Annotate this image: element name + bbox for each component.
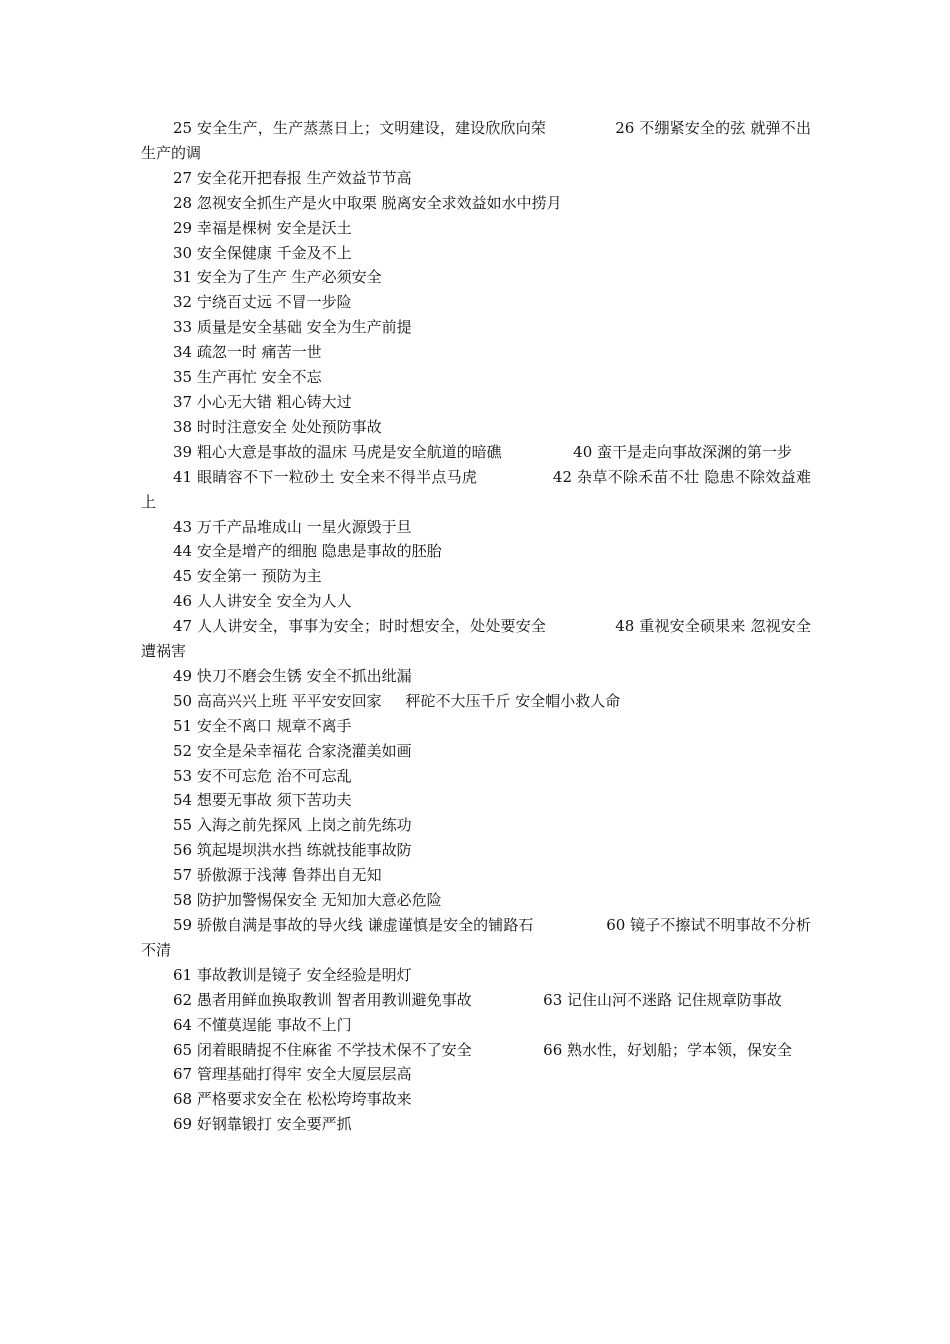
- paragraph: 45 安全第一 预防为主: [173, 567, 322, 586]
- paragraph: 57 骄傲源于浅薄 鲁莽出自无知: [173, 866, 382, 885]
- paragraph: 25 安全生产，生产蒸蒸日上；文明建设，建设欣欣向荣 26 不绷紧安全的弦 就弹不出生产的调: [141, 119, 811, 162]
- paragraph: 51 安全不离口 规章不离手: [173, 716, 352, 735]
- paragraph: 65 闭着眼睛捉不住麻雀 不学技术保不了安全 66 熟水性，好划船；学本领，保安全: [173, 1040, 793, 1059]
- paragraph: 41 眼睛容不下一粒砂土 安全来不得半点马虎 42 杂草不除禾苗不壮 隐患不除效益难上: [141, 467, 811, 511]
- paragraph: 61 事故教训是镜子 安全经验是明灯: [173, 965, 412, 984]
- document-body: [141, 116, 811, 1137]
- paragraph: 62 愚者用鲜血换取教训 智者用教训避免事故 63 记住山河不迷路 记住规章防事故: [173, 990, 782, 1009]
- paragraph: 30 安全保健康 千金及不上: [173, 243, 352, 262]
- paragraph: 54 想要无事故 须下苦功夫: [173, 791, 352, 810]
- paragraph: 46 人人讲安全 安全为人人: [173, 592, 352, 611]
- paragraph: 56 筑起堤坝洪水挡 练就技能事故防: [173, 841, 412, 860]
- paragraph: 43 万千产品堆成山 一星火源毁于旦: [173, 517, 412, 536]
- paragraph: 68 严格要求安全在 松松垮垮事故来: [173, 1090, 412, 1109]
- paragraph: 44 安全是增产的细胞 隐患是事故的胚胎: [173, 542, 442, 561]
- paragraph: 37 小心无大错 粗心铸大过: [173, 392, 352, 411]
- paragraph: 33 质量是安全基础 安全为生产前提: [173, 318, 412, 337]
- paragraph: 29 幸福是棵树 安全是沃土: [173, 218, 352, 237]
- paragraph: 38 时时注意安全 处处预防事故: [173, 417, 382, 436]
- paragraph: 27 安全花开把春报 生产效益节节高: [173, 168, 412, 187]
- paragraph: 39 粗心大意是事故的温床 马虎是安全航道的暗礁 40 蛮干是走向事故深渊的第一步: [173, 442, 793, 461]
- paragraph: 64 不懂莫逞能 事故不上门: [173, 1015, 352, 1034]
- paragraph: 59 骄傲自满是事故的导火线 谦虚谨慎是安全的铺路石 60 镜子不擦试不明事故不分析不清: [141, 916, 811, 959]
- paragraph: 50 高高兴兴上班 平平安安回家 秤砣不大压千斤 安全帽小救人命: [173, 691, 621, 710]
- paragraph: 53 安不可忘危 治不可忘乱: [173, 766, 352, 785]
- paragraph: 52 安全是朵幸福花 合家浇灌美如画: [173, 741, 412, 760]
- paragraph: 35 生产再忙 安全不忘: [173, 368, 322, 387]
- paragraph: 69 好钢靠锻打 安全要严抓: [173, 1115, 352, 1134]
- paragraph: 49 快刀不磨会生锈 安全不抓出纰漏: [173, 666, 412, 685]
- paragraph: 34 疏忽一时 痛苦一世: [173, 343, 322, 362]
- paragraph: 55 入海之前先探风 上岗之前先练功: [173, 816, 412, 835]
- paragraph: 32 宁绕百丈远 不冒一步险: [173, 293, 352, 312]
- paragraph: 67 管理基础打得牢 安全大厦层层高: [173, 1065, 412, 1084]
- paragraph: 58 防护加警惕保安全 无知加大意必危险: [173, 891, 442, 910]
- paragraph: 31 安全为了生产 生产必须安全: [173, 268, 382, 287]
- paragraph: 28 忽视安全抓生产是火中取栗 脱离安全求效益如水中捞月: [173, 193, 562, 212]
- paragraph: 47 人人讲安全，事事为安全；时时想安全，处处要安全 48 重视安全硕果来 忽视安全遭祸害: [141, 617, 811, 661]
